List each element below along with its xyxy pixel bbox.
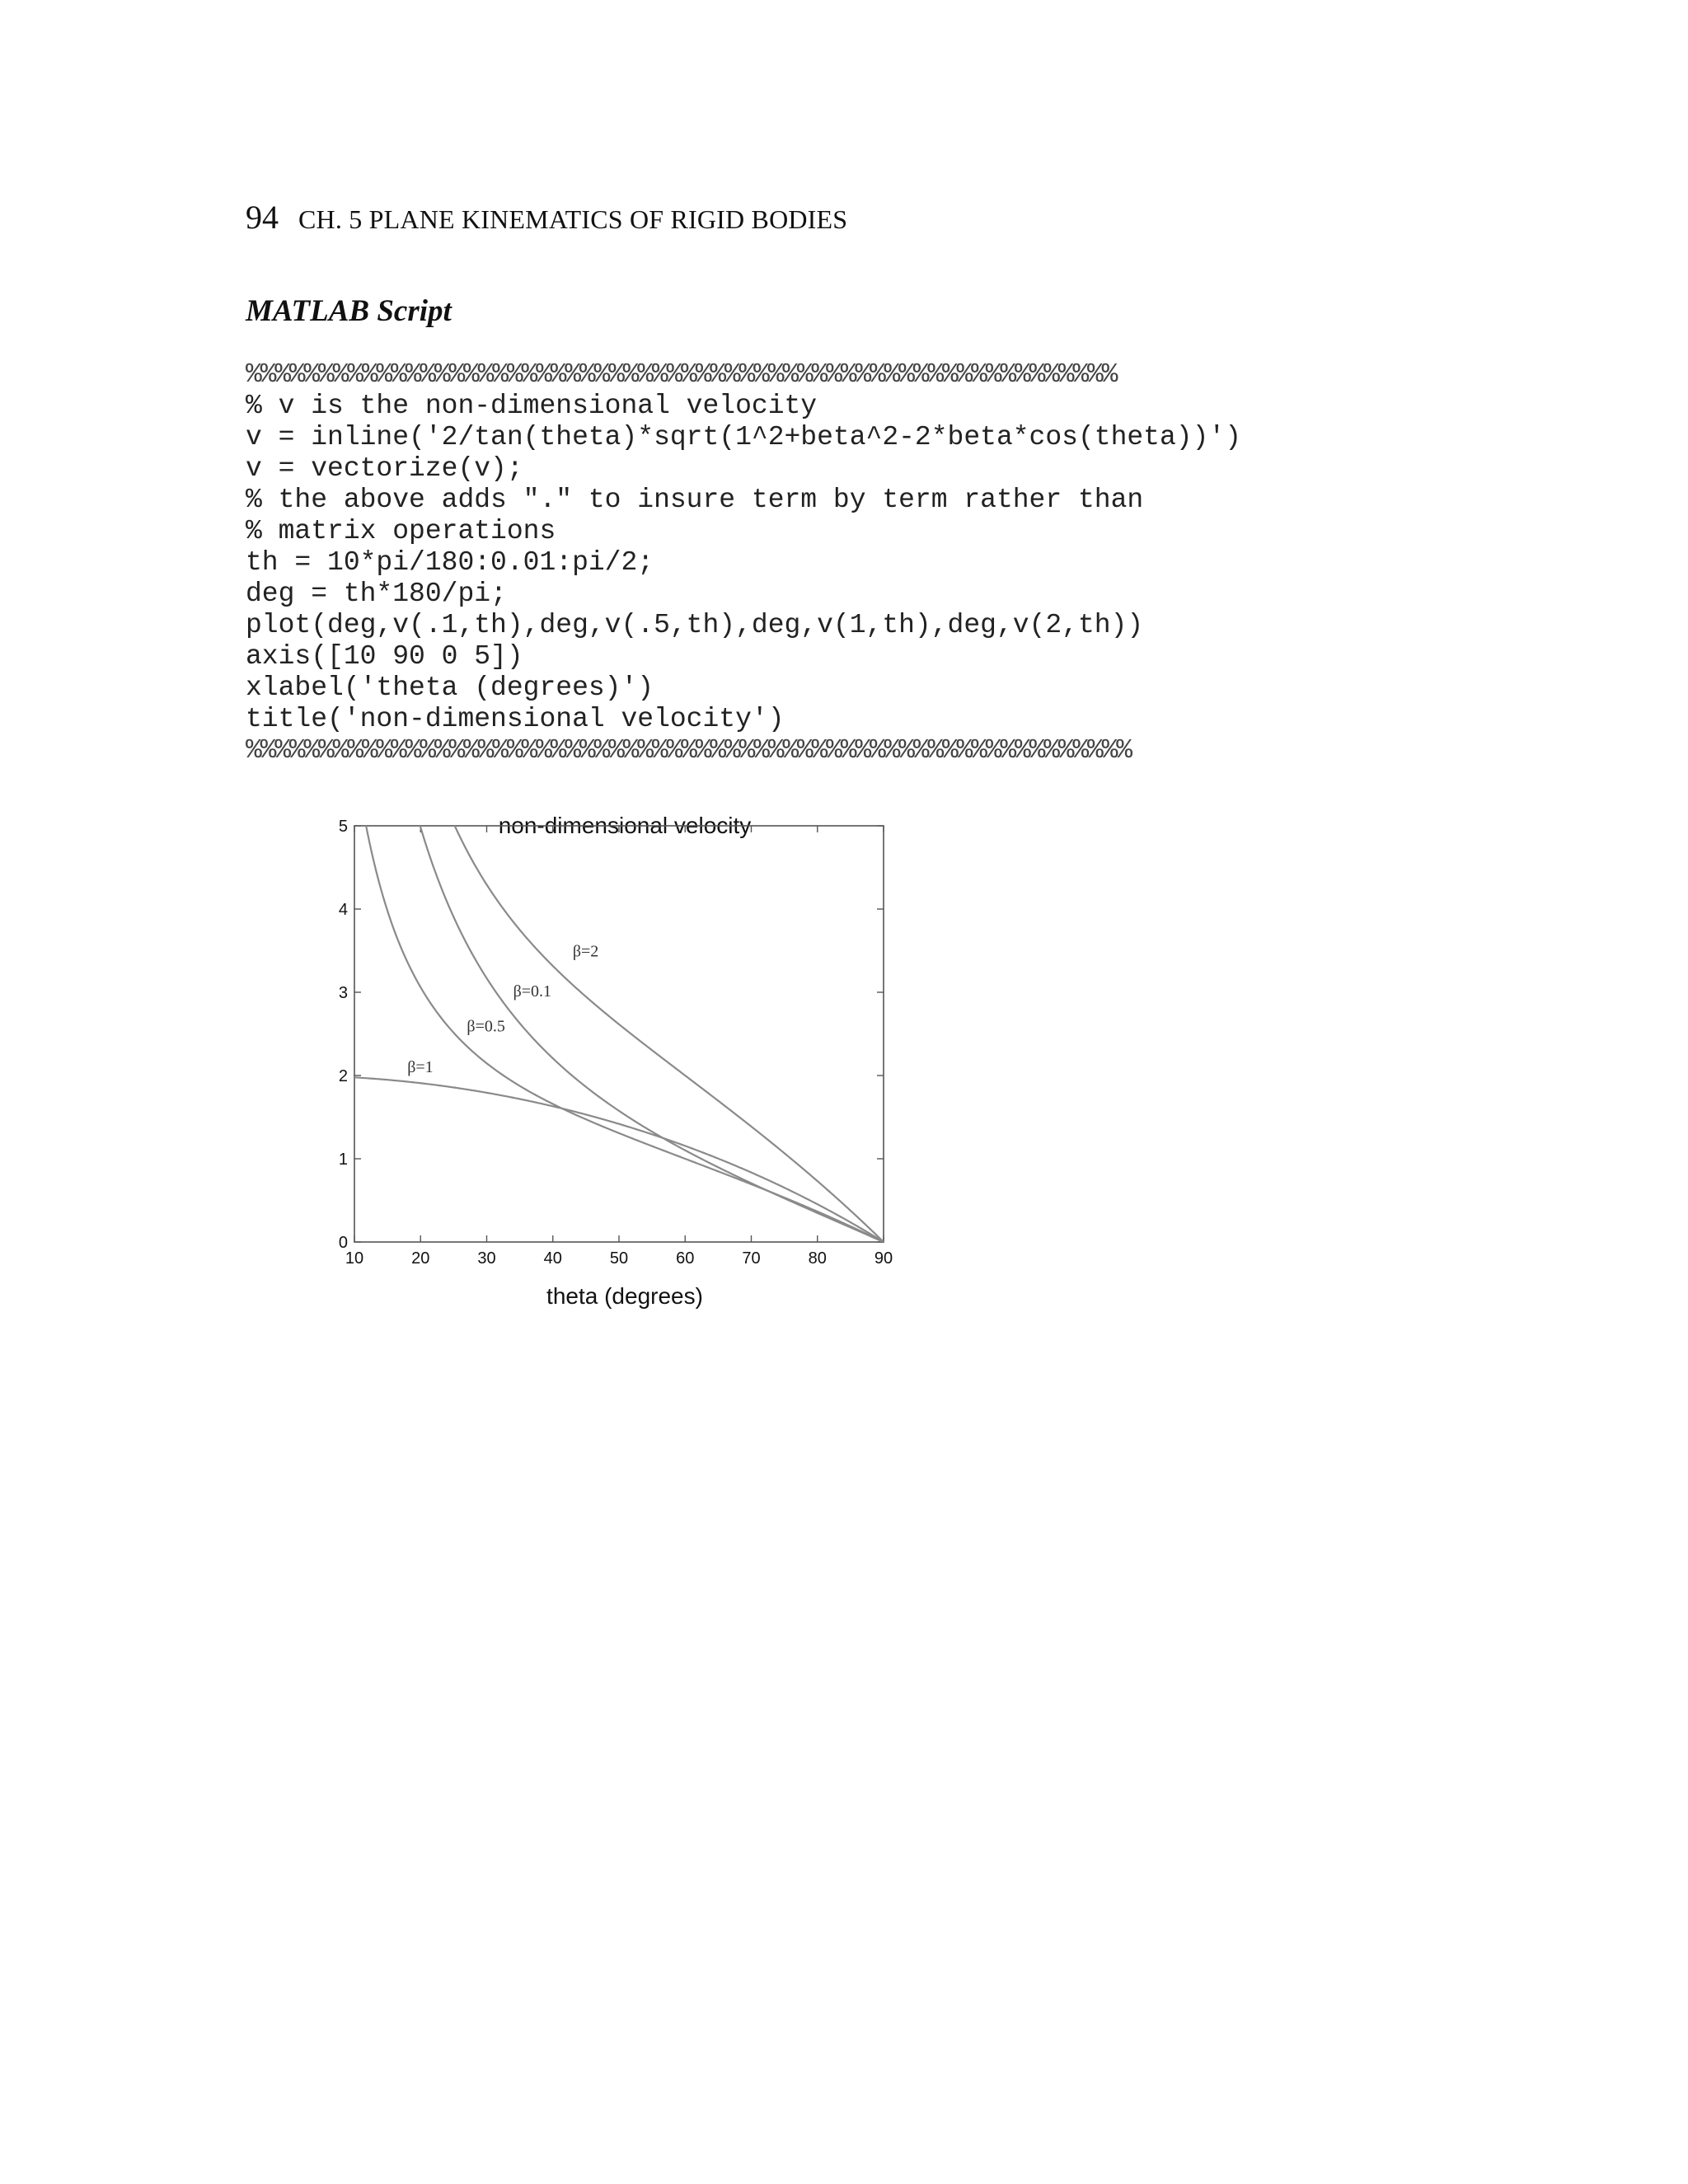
x-tick-label: 60 [676, 1249, 695, 1268]
x-tick-label: 50 [609, 1249, 629, 1268]
series-line [354, 795, 884, 1242]
y-tick-label: 0 [338, 1234, 348, 1252]
y-tick-label: 2 [338, 1067, 348, 1085]
code-rule-line: %%%%%%%%%%%%%%%%%%%%%%%%%%%%%%%%%%%%%%%%%%%%%%%%%%%%%%%%%%%% [246, 359, 1117, 390]
series-line [354, 795, 884, 1242]
code-line: % the above adds "." to insure term by term rather than [246, 485, 1144, 515]
series-line [354, 795, 884, 1242]
y-tick-label: 3 [338, 984, 348, 1002]
code-rule-line: %%%%%%%%%%%%%%%%%%%%%%%%%%%%%%%%%%%%%%%%%%%%%%%%%%%%%%%%%%%%% [246, 735, 1131, 766]
code-line: v = vectorize(v); [246, 453, 523, 484]
x-tick-label: 30 [477, 1249, 496, 1268]
x-tick-label: 40 [543, 1249, 562, 1268]
x-tick-label: 70 [742, 1249, 761, 1268]
code-line: plot(deg,v(.1,th),deg,v(.5,th),deg,v(1,th),deg,v(2,th)) [246, 610, 1144, 640]
x-tick-label: 10 [345, 1249, 364, 1268]
x-tick-label: 90 [874, 1249, 893, 1268]
code-line: % v is the non-dimensional velocity [246, 391, 818, 421]
series-line [354, 1077, 884, 1242]
code-line: axis([10 90 0 5]) [246, 641, 523, 672]
velocity-chart [321, 795, 931, 1323]
velocity-figure [321, 795, 931, 1323]
chart-title: non-dimensional velocity [498, 813, 752, 838]
series-label: β=1 [407, 1057, 434, 1076]
code-line: title('non-dimensional velocity') [246, 704, 785, 734]
series-label: β=0.5 [467, 1017, 505, 1036]
series-label: β=2 [572, 942, 599, 961]
section-heading: MATLAB Script [246, 294, 452, 328]
y-tick-label: 5 [338, 818, 348, 836]
code-line: v = inline('2/tan(theta)*sqrt(1^2+beta^2-2*beta*cos(theta))') [246, 422, 1241, 452]
code-line: % matrix operations [246, 516, 556, 546]
code-line: th = 10*pi/180:0.01:pi/2; [246, 547, 654, 578]
plot-area [339, 795, 893, 1268]
code-line: deg = th*180/pi; [246, 579, 507, 609]
code-line: xlabel('theta (degrees)') [246, 673, 654, 703]
matlab-code-block [246, 359, 1317, 766]
running-head [246, 198, 847, 237]
x-tick-label: 80 [808, 1249, 827, 1268]
x-axis-label: theta (degrees) [546, 1283, 703, 1309]
page-number: 94 [246, 199, 279, 236]
axes-frame [354, 826, 884, 1242]
series-label: β=0.1 [513, 982, 552, 1001]
y-tick-label: 4 [338, 901, 348, 919]
chapter-title: CH. 5 PLANE KINEMATICS OF RIGID BODIES [298, 204, 848, 234]
x-tick-label: 20 [411, 1249, 430, 1268]
y-tick-label: 1 [338, 1151, 348, 1169]
